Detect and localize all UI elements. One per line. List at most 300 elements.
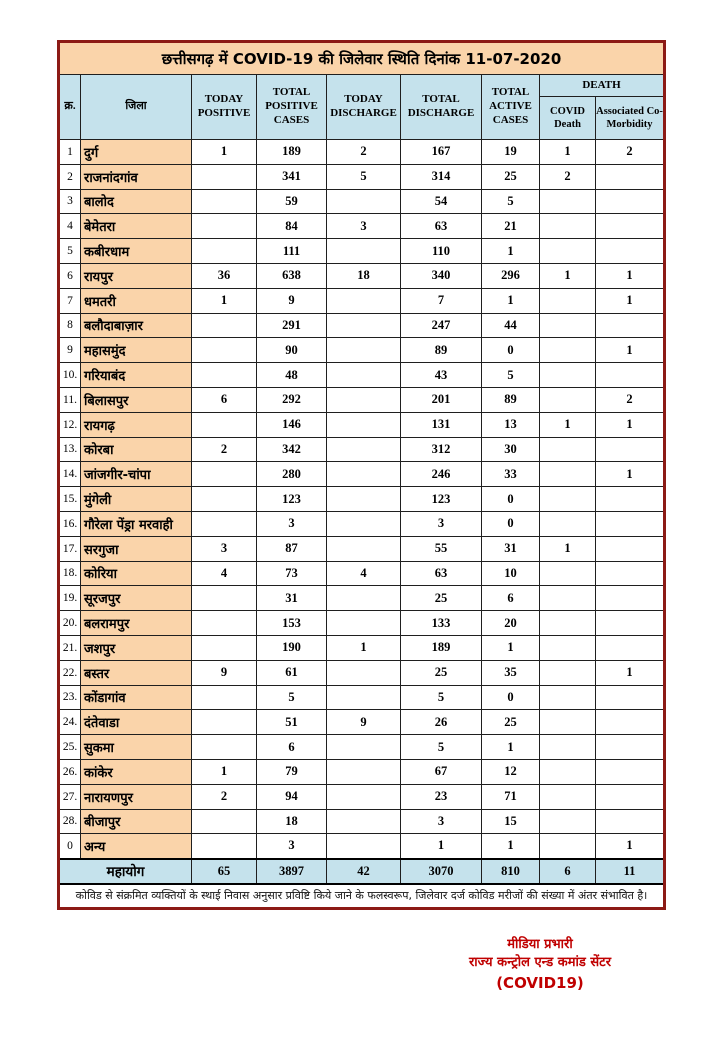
total-positive-cell: 111 bbox=[257, 239, 327, 264]
col-header-sno: क्र. bbox=[59, 75, 81, 140]
district-name-cell: जशपुर bbox=[81, 635, 192, 660]
covid-death-cell bbox=[540, 189, 596, 214]
today-positive-cell bbox=[192, 511, 257, 536]
total-positive-cell: 61 bbox=[257, 660, 327, 685]
district-name-cell: गरियाबंद bbox=[81, 363, 192, 388]
sno-cell: 21. bbox=[59, 635, 81, 660]
district-name-cell: महासमुंद bbox=[81, 338, 192, 363]
sno-cell: 24. bbox=[59, 710, 81, 735]
total-comorbidity: 11 bbox=[596, 859, 665, 884]
total-discharge-cell: 3 bbox=[401, 809, 482, 834]
total-today-positive: 65 bbox=[192, 859, 257, 884]
district-name-cell: बेमेतरा bbox=[81, 214, 192, 239]
covid-death-cell bbox=[540, 437, 596, 462]
today-positive-cell: 1 bbox=[192, 140, 257, 165]
district-name-cell: सूरजपुर bbox=[81, 586, 192, 611]
total-discharge-cell: 5 bbox=[401, 685, 482, 710]
total-discharge-cell: 1 bbox=[401, 834, 482, 859]
sno-cell: 11. bbox=[59, 387, 81, 412]
total-positive-cell: 341 bbox=[257, 164, 327, 189]
total-active-cell: 6 bbox=[482, 586, 540, 611]
district-row bbox=[59, 611, 665, 636]
total-active-cell: 19 bbox=[482, 140, 540, 165]
col-header-covid-death: COVID Death bbox=[540, 97, 596, 140]
comorbidity-cell bbox=[596, 735, 665, 760]
sno-cell: 12. bbox=[59, 412, 81, 437]
district-name-cell: बिलासपुर bbox=[81, 387, 192, 412]
today-positive-cell bbox=[192, 239, 257, 264]
covid-death-cell bbox=[540, 660, 596, 685]
today-discharge-cell: 9 bbox=[327, 710, 401, 735]
district-row bbox=[59, 462, 665, 487]
covid-death-cell bbox=[540, 338, 596, 363]
comorbidity-cell bbox=[596, 511, 665, 536]
district-row bbox=[59, 313, 665, 338]
sno-cell: 3 bbox=[59, 189, 81, 214]
today-positive-cell bbox=[192, 214, 257, 239]
total-active-cell: 25 bbox=[482, 164, 540, 189]
district-row bbox=[59, 511, 665, 536]
today-positive-cell bbox=[192, 685, 257, 710]
today-discharge-cell bbox=[327, 834, 401, 859]
total-active-cell: 1 bbox=[482, 635, 540, 660]
comorbidity-cell: 1 bbox=[596, 263, 665, 288]
total-positive-cell: 48 bbox=[257, 363, 327, 388]
today-positive-cell bbox=[192, 735, 257, 760]
comorbidity-cell bbox=[596, 784, 665, 809]
total-discharge-cell: 131 bbox=[401, 412, 482, 437]
district-row bbox=[59, 338, 665, 363]
sno-cell: 7 bbox=[59, 288, 81, 313]
district-row bbox=[59, 387, 665, 412]
district-name-cell: कबीरधाम bbox=[81, 239, 192, 264]
district-row bbox=[59, 363, 665, 388]
total-active-cell: 0 bbox=[482, 338, 540, 363]
today-discharge-cell bbox=[327, 685, 401, 710]
district-name-cell: गौरेला पेंड्रा मरवाही bbox=[81, 511, 192, 536]
covid-death-cell bbox=[540, 387, 596, 412]
table-body bbox=[59, 140, 665, 859]
total-positive-cell: 9 bbox=[257, 288, 327, 313]
comorbidity-cell: 1 bbox=[596, 288, 665, 313]
comorbidity-cell bbox=[596, 437, 665, 462]
today-discharge-cell bbox=[327, 611, 401, 636]
total-discharge-cell: 7 bbox=[401, 288, 482, 313]
total-discharge-cell: 25 bbox=[401, 660, 482, 685]
covid-death-cell bbox=[540, 214, 596, 239]
district-row bbox=[59, 214, 665, 239]
total-discharge-cell: 54 bbox=[401, 189, 482, 214]
today-positive-cell: 6 bbox=[192, 387, 257, 412]
comorbidity-cell bbox=[596, 759, 665, 784]
district-name-cell: धमतरी bbox=[81, 288, 192, 313]
covid-death-cell bbox=[540, 635, 596, 660]
district-name-cell: कोंडागांव bbox=[81, 685, 192, 710]
comorbidity-cell bbox=[596, 363, 665, 388]
comorbidity-cell bbox=[596, 239, 665, 264]
total-active-cell: 296 bbox=[482, 263, 540, 288]
total-positive-cell: 638 bbox=[257, 263, 327, 288]
comorbidity-cell: 1 bbox=[596, 834, 665, 859]
total-positive-cell: 291 bbox=[257, 313, 327, 338]
col-header-today-discharge: TODAY DISCHARGE bbox=[327, 75, 401, 140]
total-discharge-cell: 43 bbox=[401, 363, 482, 388]
total-discharge-cell: 312 bbox=[401, 437, 482, 462]
total-active-cell: 20 bbox=[482, 611, 540, 636]
total-active-cell: 5 bbox=[482, 363, 540, 388]
col-header-district: जिला bbox=[81, 75, 192, 140]
total-positive-cell: 342 bbox=[257, 437, 327, 462]
district-name-cell: बीजापुर bbox=[81, 809, 192, 834]
district-row bbox=[59, 263, 665, 288]
district-name-cell: बालोद bbox=[81, 189, 192, 214]
today-discharge-cell bbox=[327, 437, 401, 462]
total-active-cell: 5 bbox=[482, 189, 540, 214]
total-positive-cell: 84 bbox=[257, 214, 327, 239]
total-positive-cell: 79 bbox=[257, 759, 327, 784]
today-discharge-cell bbox=[327, 313, 401, 338]
total-active-cell: 30 bbox=[482, 437, 540, 462]
district-row bbox=[59, 536, 665, 561]
total-total-active: 810 bbox=[482, 859, 540, 884]
col-header-total-active: TOTAL ACTIVE CASES bbox=[482, 75, 540, 140]
covid-death-cell bbox=[540, 586, 596, 611]
table-title: छत्तीसगढ़ में COVID-19 की जिलेवार स्थिति दिनांक 11-07-2020 bbox=[59, 42, 665, 75]
district-row bbox=[59, 437, 665, 462]
today-positive-cell: 9 bbox=[192, 660, 257, 685]
covid-death-cell bbox=[540, 834, 596, 859]
sno-cell: 19. bbox=[59, 586, 81, 611]
col-header-total-positive: TOTAL POSITIVE CASES bbox=[257, 75, 327, 140]
district-name-cell: रायगढ़ bbox=[81, 412, 192, 437]
district-name-cell: सुकमा bbox=[81, 735, 192, 760]
today-discharge-cell bbox=[327, 288, 401, 313]
district-row bbox=[59, 660, 665, 685]
total-active-cell: 10 bbox=[482, 561, 540, 586]
today-discharge-cell: 4 bbox=[327, 561, 401, 586]
sno-cell: 27. bbox=[59, 784, 81, 809]
today-discharge-cell bbox=[327, 462, 401, 487]
district-row bbox=[59, 239, 665, 264]
sno-cell: 25. bbox=[59, 735, 81, 760]
comorbidity-cell bbox=[596, 685, 665, 710]
today-positive-cell: 4 bbox=[192, 561, 257, 586]
total-discharge-cell: 201 bbox=[401, 387, 482, 412]
today-discharge-cell: 5 bbox=[327, 164, 401, 189]
today-discharge-cell bbox=[327, 759, 401, 784]
comorbidity-cell bbox=[596, 164, 665, 189]
total-positive-cell: 90 bbox=[257, 338, 327, 363]
today-discharge-cell: 3 bbox=[327, 214, 401, 239]
district-row bbox=[59, 710, 665, 735]
total-active-cell: 15 bbox=[482, 809, 540, 834]
total-discharge-cell: 314 bbox=[401, 164, 482, 189]
total-active-cell: 71 bbox=[482, 784, 540, 809]
total-discharge-cell: 133 bbox=[401, 611, 482, 636]
total-discharge-cell: 63 bbox=[401, 561, 482, 586]
today-discharge-cell: 18 bbox=[327, 263, 401, 288]
comorbidity-cell bbox=[596, 586, 665, 611]
total-active-cell: 31 bbox=[482, 536, 540, 561]
district-name-cell: बलौदाबाज़ार bbox=[81, 313, 192, 338]
covid-death-cell bbox=[540, 611, 596, 636]
total-active-cell: 35 bbox=[482, 660, 540, 685]
district-row bbox=[59, 685, 665, 710]
total-total-discharge: 3070 bbox=[401, 859, 482, 884]
sno-cell: 8 bbox=[59, 313, 81, 338]
district-row bbox=[59, 189, 665, 214]
total-discharge-cell: 25 bbox=[401, 586, 482, 611]
today-discharge-cell bbox=[327, 239, 401, 264]
comorbidity-cell: 1 bbox=[596, 462, 665, 487]
sno-cell: 0 bbox=[59, 834, 81, 859]
sno-cell: 6 bbox=[59, 263, 81, 288]
sno-cell: 4 bbox=[59, 214, 81, 239]
sno-cell: 15. bbox=[59, 487, 81, 512]
comorbidity-cell: 2 bbox=[596, 140, 665, 165]
today-discharge-cell bbox=[327, 809, 401, 834]
total-active-cell: 1 bbox=[482, 239, 540, 264]
comorbidity-cell: 1 bbox=[596, 338, 665, 363]
total-positive-cell: 5 bbox=[257, 685, 327, 710]
district-row bbox=[59, 288, 665, 313]
covid-death-cell bbox=[540, 809, 596, 834]
district-name-cell: दंतेवाडा bbox=[81, 710, 192, 735]
district-name-cell: कोरिया bbox=[81, 561, 192, 586]
covid-death-cell bbox=[540, 363, 596, 388]
total-row bbox=[59, 859, 665, 884]
total-discharge-cell: 340 bbox=[401, 263, 482, 288]
total-discharge-cell: 55 bbox=[401, 536, 482, 561]
district-row bbox=[59, 140, 665, 165]
comorbidity-cell bbox=[596, 313, 665, 338]
today-discharge-cell: 2 bbox=[327, 140, 401, 165]
today-positive-cell: 1 bbox=[192, 759, 257, 784]
signature-line-control-center: राज्य कन्ट्रोल एन्ड कमांड सेंटर bbox=[468, 954, 612, 970]
total-positive-cell: 189 bbox=[257, 140, 327, 165]
covid-death-cell bbox=[540, 462, 596, 487]
comorbidity-cell bbox=[596, 611, 665, 636]
covid-death-cell bbox=[540, 735, 596, 760]
total-positive-cell: 153 bbox=[257, 611, 327, 636]
comorbidity-cell bbox=[596, 561, 665, 586]
district-name-cell: अन्य bbox=[81, 834, 192, 859]
covid-death-cell: 1 bbox=[540, 140, 596, 165]
total-positive-cell: 94 bbox=[257, 784, 327, 809]
total-active-cell: 0 bbox=[482, 511, 540, 536]
today-discharge-cell bbox=[327, 536, 401, 561]
total-positive-cell: 59 bbox=[257, 189, 327, 214]
total-active-cell: 0 bbox=[482, 685, 540, 710]
comorbidity-cell bbox=[596, 536, 665, 561]
total-active-cell: 1 bbox=[482, 288, 540, 313]
total-discharge-cell: 247 bbox=[401, 313, 482, 338]
total-positive-cell: 51 bbox=[257, 710, 327, 735]
total-positive-cell: 73 bbox=[257, 561, 327, 586]
col-header-comorbidity: Associated Co-Morbidity bbox=[596, 97, 665, 140]
total-discharge-cell: 123 bbox=[401, 487, 482, 512]
total-discharge-cell: 189 bbox=[401, 635, 482, 660]
today-discharge-cell bbox=[327, 784, 401, 809]
today-positive-cell bbox=[192, 487, 257, 512]
col-header-total-discharge: TOTAL DISCHARGE bbox=[401, 75, 482, 140]
sno-cell: 10. bbox=[59, 363, 81, 388]
sno-cell: 17. bbox=[59, 536, 81, 561]
total-discharge-cell: 246 bbox=[401, 462, 482, 487]
total-discharge-cell: 110 bbox=[401, 239, 482, 264]
sno-cell: 20. bbox=[59, 611, 81, 636]
today-positive-cell bbox=[192, 412, 257, 437]
today-positive-cell bbox=[192, 586, 257, 611]
header-row bbox=[59, 75, 665, 97]
comorbidity-cell bbox=[596, 710, 665, 735]
total-row-label: महायोग bbox=[59, 859, 192, 884]
district-row bbox=[59, 784, 665, 809]
today-discharge-cell bbox=[327, 189, 401, 214]
footnote-row bbox=[59, 884, 665, 909]
district-name-cell: कोरबा bbox=[81, 437, 192, 462]
district-row bbox=[59, 487, 665, 512]
total-discharge-cell: 167 bbox=[401, 140, 482, 165]
sno-cell: 13. bbox=[59, 437, 81, 462]
district-name-cell: कांकेर bbox=[81, 759, 192, 784]
today-positive-cell bbox=[192, 164, 257, 189]
today-positive-cell bbox=[192, 462, 257, 487]
district-name-cell: नारायणपुर bbox=[81, 784, 192, 809]
col-header-death-group: DEATH bbox=[540, 75, 665, 97]
comorbidity-cell bbox=[596, 809, 665, 834]
total-discharge-cell: 5 bbox=[401, 735, 482, 760]
sno-cell: 2 bbox=[59, 164, 81, 189]
sno-cell: 14. bbox=[59, 462, 81, 487]
district-row bbox=[59, 834, 665, 859]
total-today-discharge: 42 bbox=[327, 859, 401, 884]
sno-cell: 1 bbox=[59, 140, 81, 165]
today-discharge-cell bbox=[327, 363, 401, 388]
total-active-cell: 12 bbox=[482, 759, 540, 784]
col-header-today-positive: TODAY POSITIVE bbox=[192, 75, 257, 140]
today-discharge-cell bbox=[327, 387, 401, 412]
district-name-cell: बलरामपुर bbox=[81, 611, 192, 636]
district-row bbox=[59, 561, 665, 586]
total-positive-cell: 31 bbox=[257, 586, 327, 611]
total-positive-cell: 146 bbox=[257, 412, 327, 437]
district-row bbox=[59, 735, 665, 760]
covid-death-cell bbox=[540, 511, 596, 536]
covid-death-cell bbox=[540, 313, 596, 338]
covid-death-cell bbox=[540, 561, 596, 586]
district-name-cell: रायपुर bbox=[81, 263, 192, 288]
total-active-cell: 1 bbox=[482, 834, 540, 859]
total-positive-cell: 280 bbox=[257, 462, 327, 487]
total-active-cell: 1 bbox=[482, 735, 540, 760]
total-active-cell: 0 bbox=[482, 487, 540, 512]
total-active-cell: 33 bbox=[482, 462, 540, 487]
sno-cell: 28. bbox=[59, 809, 81, 834]
total-active-cell: 21 bbox=[482, 214, 540, 239]
total-positive-cell: 3 bbox=[257, 511, 327, 536]
sno-cell: 5 bbox=[59, 239, 81, 264]
total-positive-cell: 18 bbox=[257, 809, 327, 834]
total-total-positive: 3897 bbox=[257, 859, 327, 884]
comorbidity-cell: 1 bbox=[596, 412, 665, 437]
signature-block bbox=[420, 936, 660, 993]
covid-death-cell bbox=[540, 288, 596, 313]
sno-cell: 16. bbox=[59, 511, 81, 536]
covid-death-cell bbox=[540, 784, 596, 809]
today-discharge-cell bbox=[327, 660, 401, 685]
today-discharge-cell: 1 bbox=[327, 635, 401, 660]
covid-death-cell bbox=[540, 685, 596, 710]
covid-death-cell: 2 bbox=[540, 164, 596, 189]
sno-cell: 22. bbox=[59, 660, 81, 685]
district-name-cell: जांजगीर-चांपा bbox=[81, 462, 192, 487]
district-row bbox=[59, 164, 665, 189]
covid-death-cell bbox=[540, 710, 596, 735]
signature-line-media-incharge: मीडिया प्रभारी bbox=[507, 937, 573, 952]
covid-death-cell bbox=[540, 759, 596, 784]
total-positive-cell: 87 bbox=[257, 536, 327, 561]
today-discharge-cell bbox=[327, 586, 401, 611]
today-positive-cell bbox=[192, 611, 257, 636]
footnote: कोविड से संक्रमित व्यक्तियों के स्थाई निवास अनुसार प्रविष्टि किये जाने के फलस्वरूप, जिलेवार दर्ज कोविड मरीजों की संख्या में अंतर संभावित है। bbox=[59, 884, 665, 909]
total-active-cell: 89 bbox=[482, 387, 540, 412]
comorbidity-cell: 1 bbox=[596, 660, 665, 685]
covid-death-cell: 1 bbox=[540, 536, 596, 561]
total-active-cell: 13 bbox=[482, 412, 540, 437]
district-row bbox=[59, 759, 665, 784]
covid-death-cell bbox=[540, 239, 596, 264]
today-positive-cell bbox=[192, 363, 257, 388]
total-discharge-cell: 3 bbox=[401, 511, 482, 536]
today-discharge-cell bbox=[327, 338, 401, 363]
sno-cell: 9 bbox=[59, 338, 81, 363]
comorbidity-cell bbox=[596, 635, 665, 660]
district-name-cell: राजनांदगांव bbox=[81, 164, 192, 189]
total-discharge-cell: 89 bbox=[401, 338, 482, 363]
total-discharge-cell: 23 bbox=[401, 784, 482, 809]
today-positive-cell: 3 bbox=[192, 536, 257, 561]
total-discharge-cell: 63 bbox=[401, 214, 482, 239]
district-row bbox=[59, 586, 665, 611]
district-name-cell: मुंगेली bbox=[81, 487, 192, 512]
today-discharge-cell bbox=[327, 511, 401, 536]
district-name-cell: सरगुजा bbox=[81, 536, 192, 561]
sno-cell: 18. bbox=[59, 561, 81, 586]
today-positive-cell bbox=[192, 313, 257, 338]
district-row bbox=[59, 412, 665, 437]
total-positive-cell: 190 bbox=[257, 635, 327, 660]
today-positive-cell: 36 bbox=[192, 263, 257, 288]
total-discharge-cell: 67 bbox=[401, 759, 482, 784]
total-discharge-cell: 26 bbox=[401, 710, 482, 735]
today-positive-cell: 2 bbox=[192, 784, 257, 809]
comorbidity-cell: 2 bbox=[596, 387, 665, 412]
today-positive-cell bbox=[192, 189, 257, 214]
today-positive-cell bbox=[192, 809, 257, 834]
comorbidity-cell bbox=[596, 214, 665, 239]
today-discharge-cell bbox=[327, 412, 401, 437]
today-discharge-cell bbox=[327, 735, 401, 760]
district-row bbox=[59, 635, 665, 660]
total-active-cell: 44 bbox=[482, 313, 540, 338]
district-name-cell: बस्तर bbox=[81, 660, 192, 685]
total-active-cell: 25 bbox=[482, 710, 540, 735]
today-positive-cell bbox=[192, 834, 257, 859]
title-row bbox=[59, 42, 665, 75]
today-positive-cell bbox=[192, 338, 257, 363]
signature-line-covid19: (COVID19) bbox=[496, 974, 584, 993]
